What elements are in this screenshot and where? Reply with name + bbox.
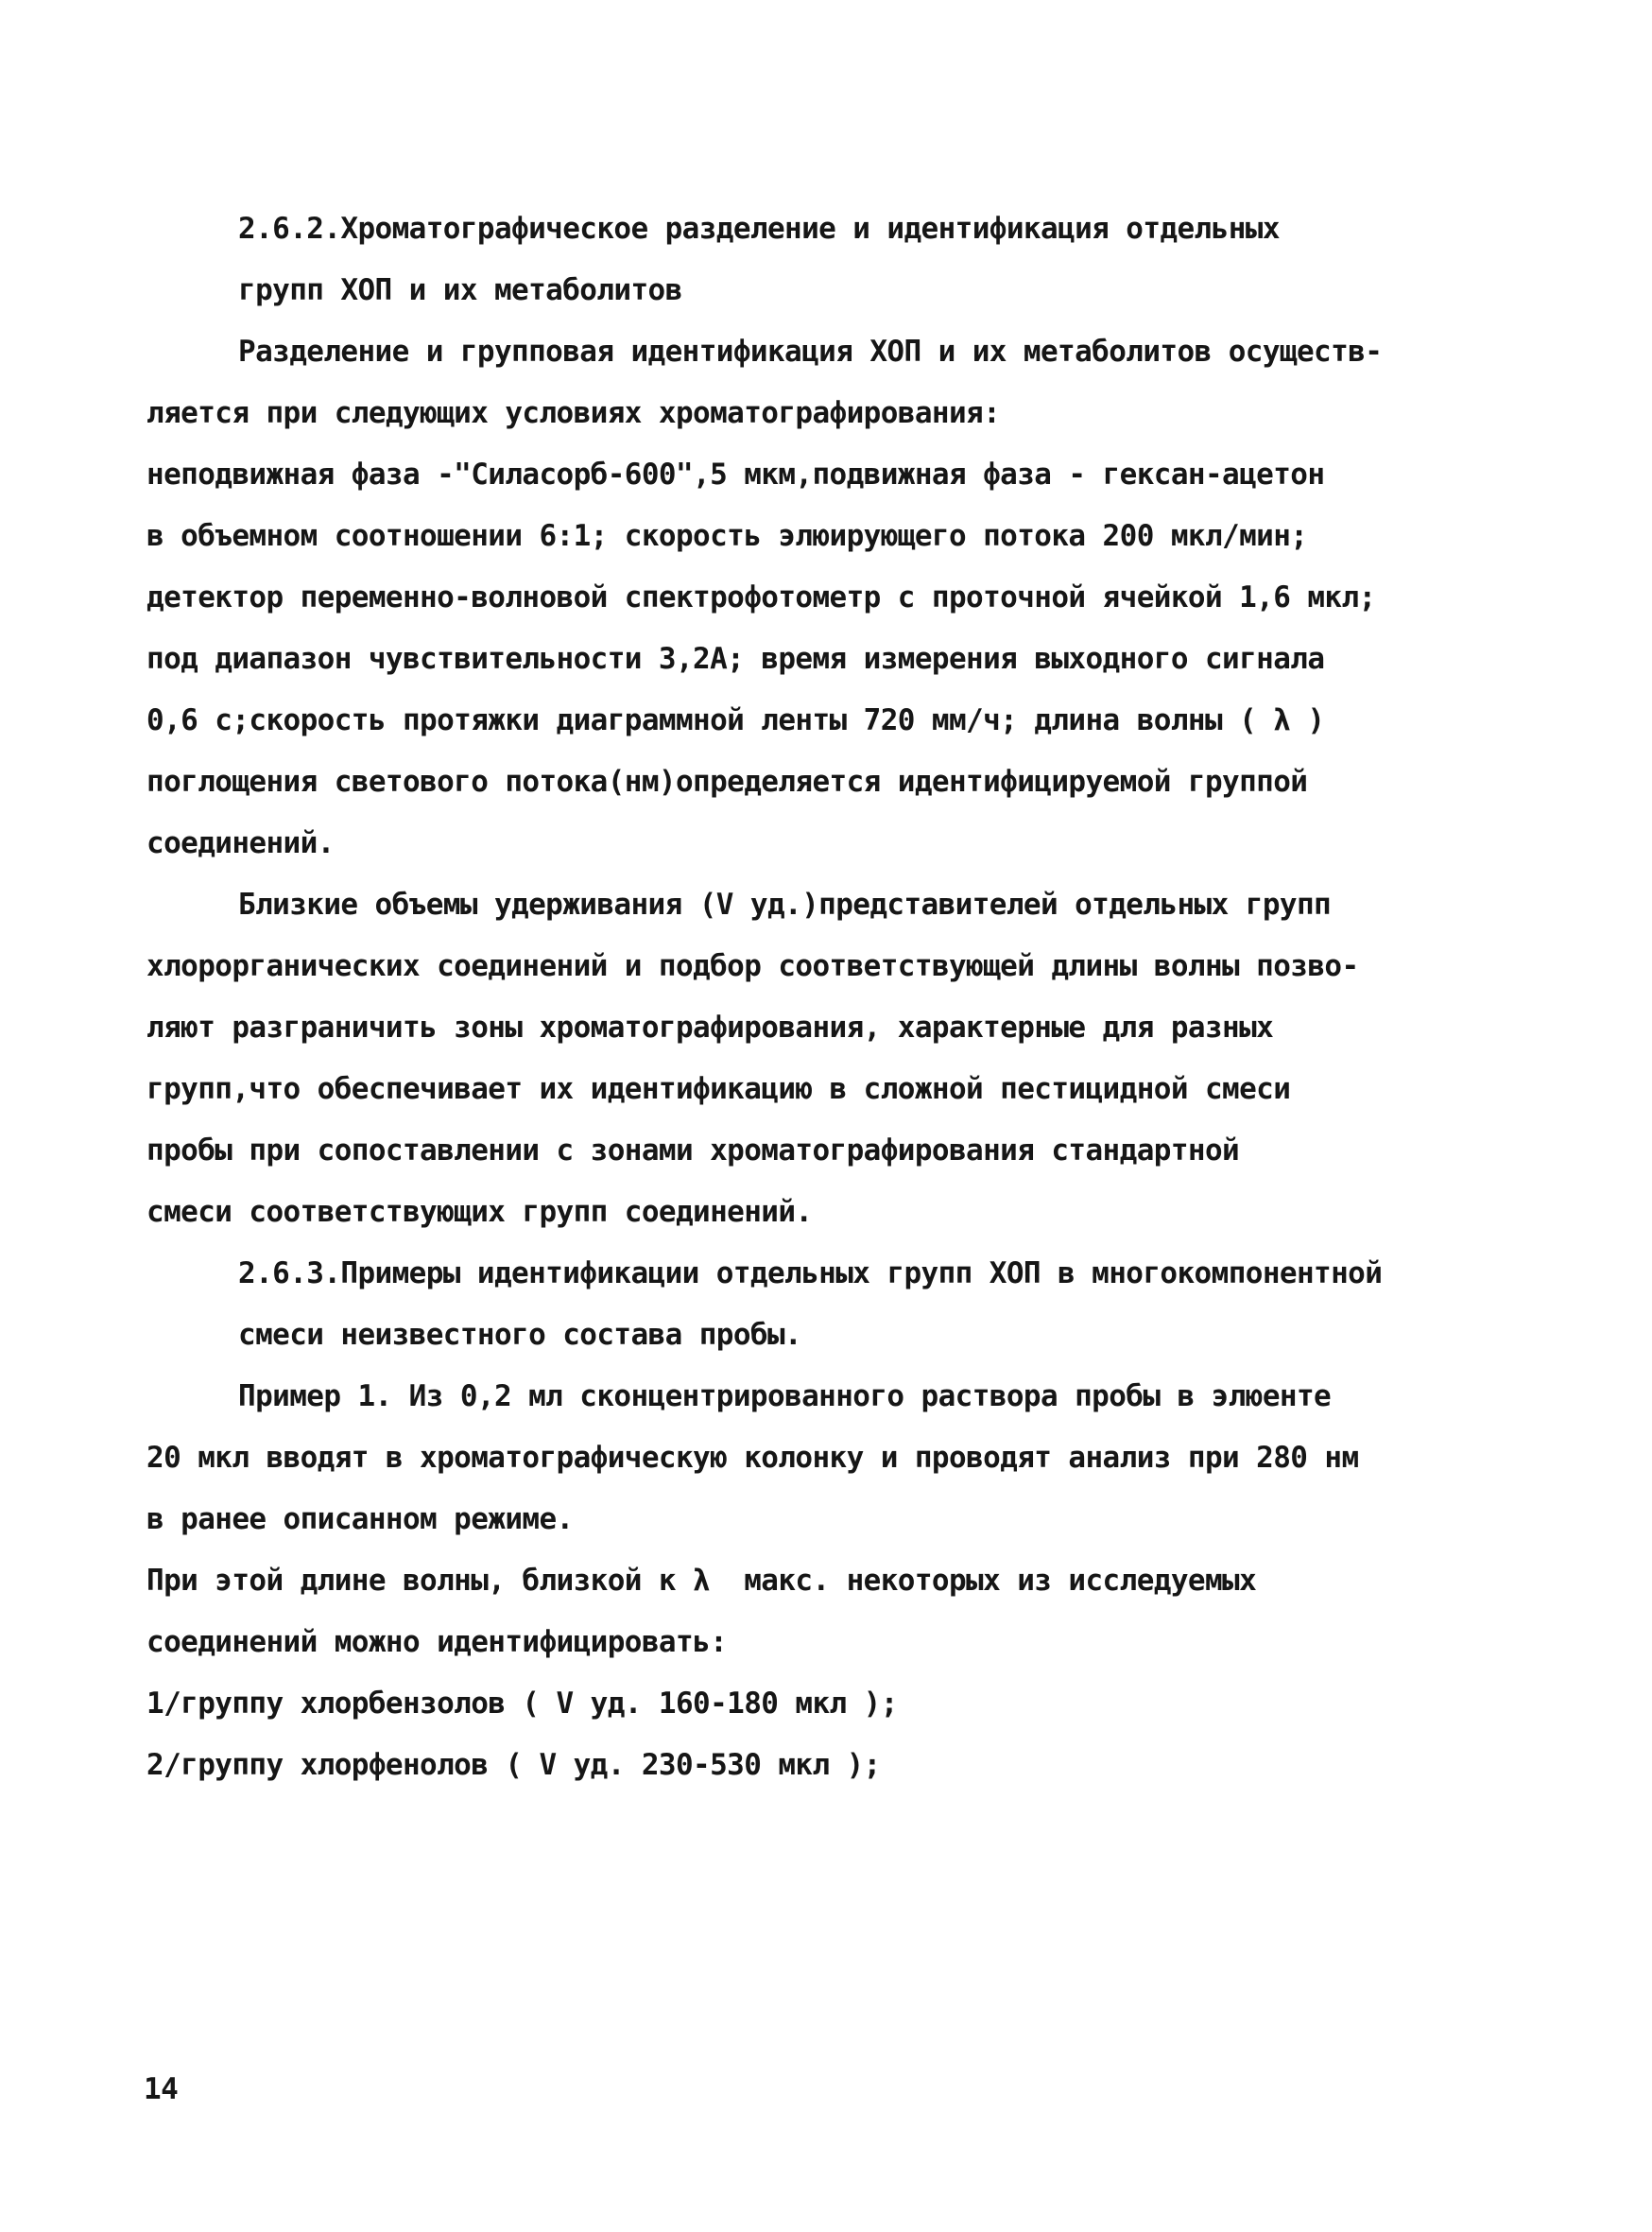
paragraph-line: неподвижная фаза -"Силасорб-600",5 мкм,подвижная фаза - гексан-ацетон [146,458,1325,492]
paragraph-line: При этой длине волны, близкой к λ макс. некоторых из исследуемых [146,1564,1257,1598]
paragraph-line: ляют разграничить зоны хроматографирования, характерные для разных [146,1011,1274,1045]
section-heading-2-6-3: 2.6.3.Примеры идентификации отдельных групп ХОП в многокомпонентной [238,1256,1383,1290]
paragraph-line: под диапазон чувствительности 3,2А; время измерения выходного сигнала [146,642,1325,676]
list-item: 2/группу хлорфенолов ( V уд. 230-530 мкл ); [146,1748,881,1782]
page-number: 14 [144,2072,179,2106]
paragraph-line: в объемном соотношении 6:1; скорость элюирующего потока 200 мкл/мин; [146,519,1308,553]
list-item: 1/группу хлорбензолов ( V уд. 160-180 мкл ); [146,1687,898,1721]
paragraph-line: в ранее описанном режиме. [146,1502,574,1536]
paragraph-line: ляется при следующих условиях хроматографирования: [146,396,1001,430]
paragraph-line: хлорорганических соединений и подбор соответствующей длины волны позво- [146,949,1359,983]
paragraph-line: 20 мкл вводят в хроматографическую колонку и проводят анализ при 280 нм [146,1441,1359,1475]
paragraph-line: поглощения светового потока(нм)определяется идентифицируемой группой [146,765,1308,799]
paragraph-line: Близкие объемы удерживания (V уд.)представителей отдельных групп [238,888,1332,922]
section-heading-2-6-2-cont: групп ХОП и их метаболитов [238,273,682,307]
paragraph-line: пробы при сопоставлении с зонами хроматографирования стандартной [146,1133,1240,1168]
section-heading-2-6-3-cont: смеси неизвестного состава пробы. [238,1318,802,1352]
paragraph-line: Разделение и групповая идентификация ХОП и их метаболитов осуществ- [238,335,1383,369]
paragraph-line: смеси соответствующих групп соединений. [146,1195,813,1229]
paragraph-line: соединений можно идентифицировать: [146,1625,728,1659]
paragraph-line: детектор переменно-волновой спектрофотометр с проточной ячейкой 1,6 мкл; [146,580,1376,614]
paragraph-line: 0,6 с;скорость протяжки диаграммной ленты 720 мм/ч; длина волны ( λ ) [146,703,1325,737]
paragraph-line: групп,что обеспечивает их идентификацию в сложной пестицидной смеси [146,1072,1291,1106]
paragraph-line: Пример 1. Из 0,2 мл сконцентрированного раствора пробы в элюенте [238,1379,1332,1413]
paragraph-line: соединений. [146,826,335,860]
section-heading-2-6-2: 2.6.2.Хроматографическое разделение и идентификация отдельных [238,212,1280,246]
